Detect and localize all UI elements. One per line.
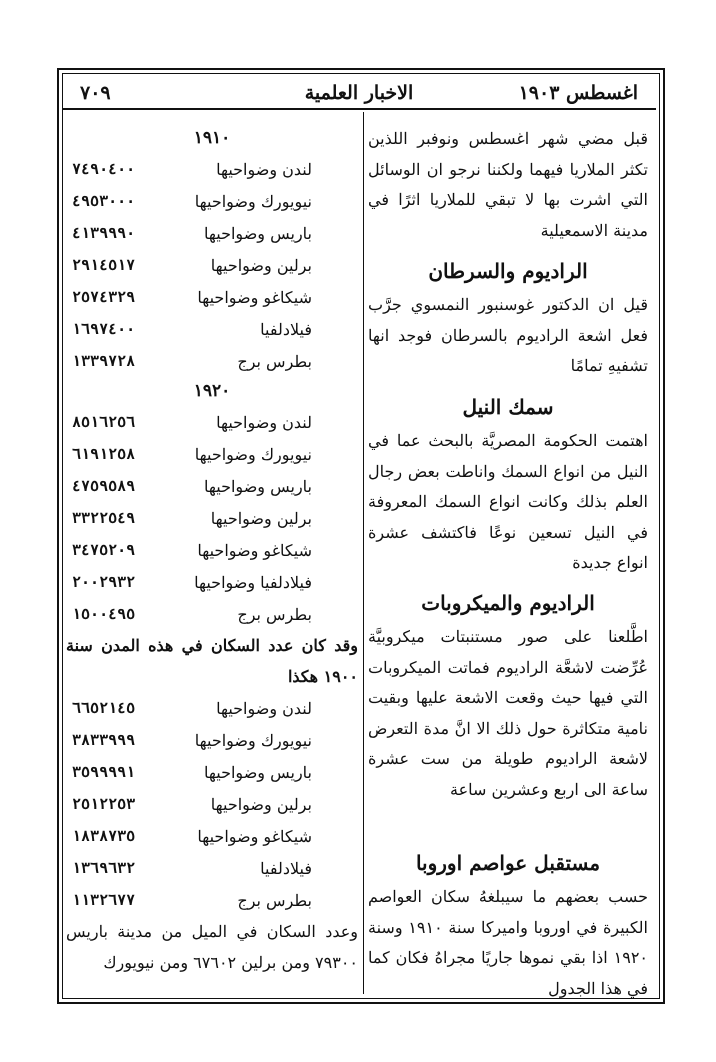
population-value: ١٨٣٨٧٣٥: [72, 827, 136, 845]
city-name: شيكاغو وضواحيها: [197, 540, 312, 560]
population-value: ٢٩١٤٥١٧: [72, 256, 136, 274]
table-year: ١٩١٠: [193, 128, 231, 148]
section-heading: مستقبل عواصم اوروبا: [415, 851, 601, 875]
table-row: [66, 756, 358, 788]
city-name: شيكاغو وضواحيها: [197, 287, 312, 307]
section-heading: الراديوم والسرطان: [428, 259, 588, 283]
table-row: [66, 884, 358, 916]
city-name: باريس وضواحيها: [204, 223, 312, 243]
city-name: باريس وضواحيها: [204, 762, 312, 782]
city-name: برلين وضواحيها: [210, 255, 312, 275]
table-row: [66, 692, 358, 724]
table-row: [66, 852, 358, 884]
table-row: [66, 566, 358, 598]
city-name: باريس وضواحيها: [204, 476, 312, 496]
population-value: ٤٧٥٩٥٨٩: [72, 477, 136, 495]
section-paragraph: اطَّلعنا على صور مستنبتات ميكروبيَّة عُرِّضت لاشعَّة الراديوم فماتت الميكروبات التي فيها حيث وقعت الاشعة عليها وبقيت نامية متكاثرة حول ذلك الا انَّ مدة التعرض لاشعة الراديوم طويلة من ست عشرة ساعة الى اربع وعشرين ساعة: [368, 627, 648, 799]
closing-text: وعدد السكان في الميل من مدينة باريس ٧٩٣٠٠ ومن برلين ٦٧٦٠٢ ومن نيويورك: [66, 922, 358, 972]
table-row: [66, 820, 358, 852]
population-value: ٨٥١٦٢٥٦: [72, 413, 136, 431]
city-name: برلين وضواحيها: [210, 508, 312, 528]
table-row: [66, 438, 358, 470]
table-row: [66, 502, 358, 534]
population-value: ٢٥٧٤٣٢٩: [72, 288, 136, 306]
section-paragraph: قيل ان الدكتور غوسنبور النمسوي جرَّب فعل اشعة الراديوم بالسرطان فوجد انها تشفيهِ تمامًا: [368, 295, 648, 375]
table-row: [66, 281, 358, 313]
city-name: بطرس برج: [237, 351, 312, 371]
city-name: لندن وضواحيها: [216, 698, 312, 718]
table-row: [66, 534, 358, 566]
table-year: ١٩٢٠: [193, 381, 231, 401]
population-value: ٧٤٩٠٤٠٠: [72, 160, 136, 178]
city-name: فيلادلفيا: [260, 319, 312, 339]
table-row: [66, 153, 358, 185]
population-value: ٢٥١٢٢٥٣: [72, 795, 136, 813]
page-number: ٧٠٩: [80, 82, 111, 104]
section-paragraph: حسب بعضهم ما سيبلغهُ سكان العواصم الكبيرة في اوروبا واميركا سنة ١٩١٠ وسنة ١٩٢٠ اذا بقي نموها جاريًا مجراهُ فكان كما في هذا الجدول: [368, 887, 649, 998]
city-name: برلين وضواحيها: [210, 794, 312, 814]
population-value: ٣٨٣٣٩٩٩: [72, 731, 136, 749]
population-value: ٤١٣٩٩٩٠: [72, 224, 136, 242]
city-name: بطرس برج: [237, 604, 312, 624]
table-row: [66, 724, 358, 756]
intro-paragraph: قبل مضي شهر اغسطس ونوفبر اللذين تكثر الملاريا فيهما ولكننا نرجو ان الوسائل التي اشرت بها لا تبقي للملاريا اثرًا في مدينة الاسمعيلية: [368, 129, 648, 240]
population-value: ٦١٩١٢٥٨: [72, 445, 136, 463]
population-value: ١٥٠٠٤٩٥: [72, 605, 136, 623]
table-row: [66, 185, 358, 217]
note-1900: وقد كان عدد السكان في هذه المدن سنة ١٩٠٠ هكذا: [66, 636, 358, 686]
population-value: ٣٥٩٩٩٩١: [72, 763, 136, 781]
population-column: [66, 124, 358, 978]
population-value: ٣٣٢٢٥٤٩: [72, 509, 136, 527]
table-row: [66, 345, 358, 377]
population-value: ١٦٩٧٤٠٠: [72, 320, 136, 338]
header-date: اغسطس ١٩٠٣: [518, 82, 638, 104]
table-row: [66, 598, 358, 630]
population-value: ٢٠٠٢٩٣٢: [72, 573, 136, 591]
table-row: [66, 470, 358, 502]
city-name: فيلادلفيا وضواحيها: [194, 572, 312, 592]
section-heading: الراديوم والميكروبات: [421, 591, 595, 615]
population-value: ١١٣٢٦٧٧: [72, 891, 136, 909]
table-row: [66, 249, 358, 281]
table-row: [66, 788, 358, 820]
city-name: نيويورك وضواحيها: [194, 191, 312, 211]
table-row: [66, 313, 358, 345]
city-name: لندن وضواحيها: [216, 412, 312, 432]
city-name: بطرس برج: [237, 890, 312, 910]
city-name: فيلادلفيا: [260, 858, 312, 878]
population-value: ٦٦٥٢١٤٥: [72, 699, 136, 717]
population-value: ١٣٣٩٧٢٨: [72, 352, 136, 370]
city-name: شيكاغو وضواحيها: [197, 826, 312, 846]
table-row: [66, 217, 358, 249]
population-value: ٤٩٥٣٠٠٠: [72, 192, 136, 210]
city-name: لندن وضواحيها: [216, 159, 312, 179]
section-heading: سمك النيل: [462, 395, 554, 419]
page-header: [62, 80, 656, 110]
population-value: ١٣٦٩٦٣٢: [72, 859, 136, 877]
section-paragraph: اهتمت الحكومة المصريَّة بالبحث عما في النيل من انواع السمك واناطت بعض رجال العلم بذلك وكانت انواع السمك المعروفة في النيل تسعين نوعًا فاكتشف عشرة انواع جديدة: [368, 431, 648, 572]
table-row: [66, 406, 358, 438]
city-name: نيويورك وضواحيها: [194, 444, 312, 464]
column-divider: [363, 112, 364, 994]
articles-column: [368, 124, 648, 1004]
population-value: ٣٤٧٥٢٠٩: [72, 541, 136, 559]
city-name: نيويورك وضواحيها: [194, 730, 312, 750]
header-title: الاخبار العلمية: [304, 82, 414, 104]
